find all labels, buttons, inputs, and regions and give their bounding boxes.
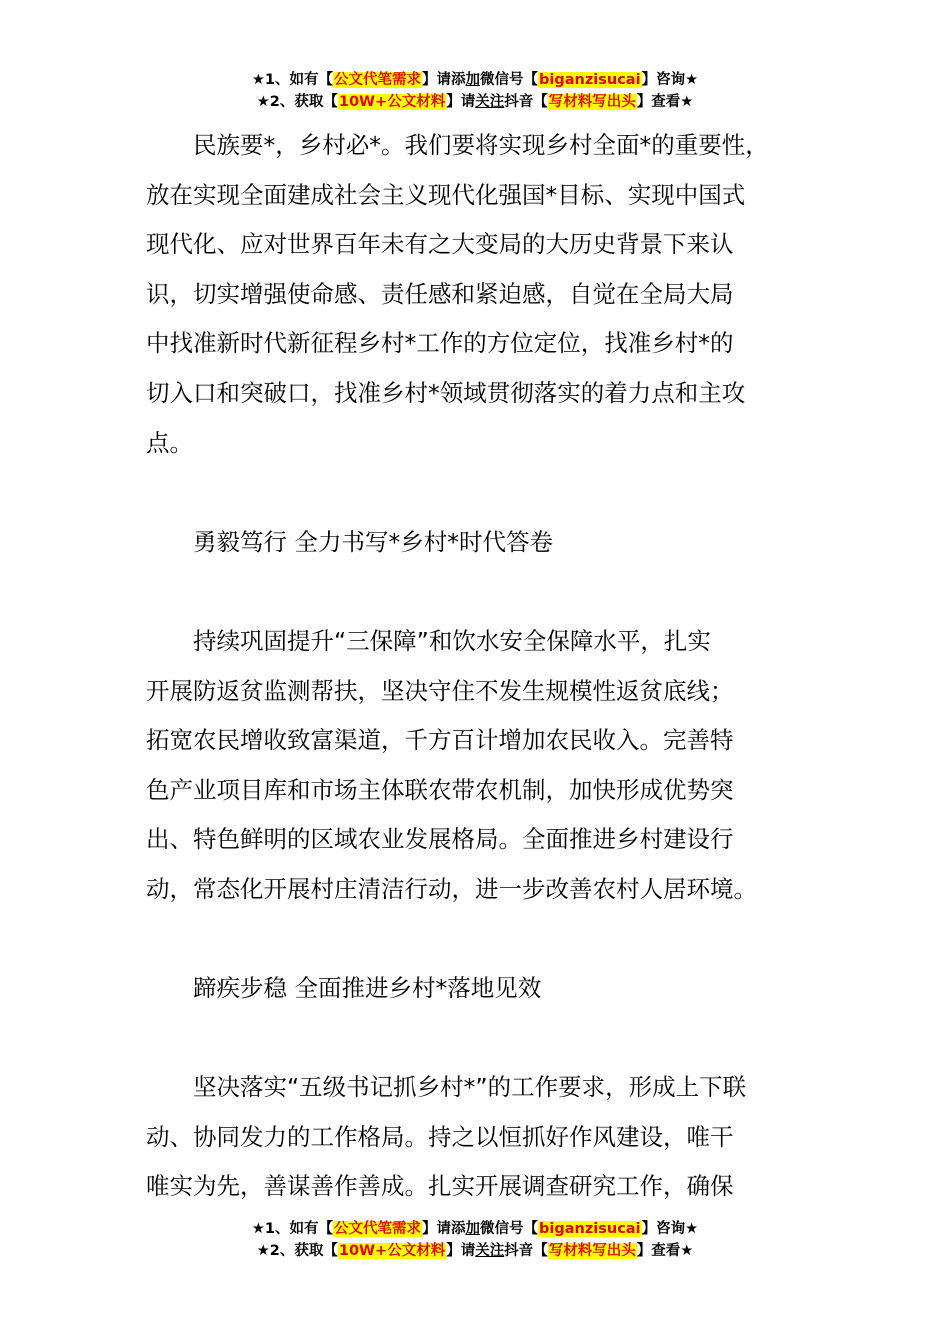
paragraph-line: 切入口和突破口，找准乡村*领域贯彻落实的着力点和主攻 <box>146 378 746 407</box>
paragraph-line: 拓宽农民增收致富渠道，千方百计增加农民收入。完善特 <box>146 726 734 755</box>
section-heading-1: 勇毅笃行 全力书写*乡村*时代答卷 <box>193 527 553 556</box>
banner-line-2: ★2、获取【10W+公文材料】请关注抖音【写材料写出头】查看★ <box>256 94 694 110</box>
paragraph-line: 持续巩固提升“三保障”和饮水安全保障水平，扎实 <box>193 626 711 655</box>
paragraph-line: 民族要*，乡村必*。我们要将实现乡村全面*的重要性， <box>193 131 769 159</box>
paragraph-line: 色产业项目库和市场主体联农带农机制，加快形成优势突 <box>146 775 734 804</box>
paragraph-1 <box>146 121 836 468</box>
banner-line-1: ★1、如有【公文代笔需求】请添加微信号【biganzisucai】咨询★ <box>251 1221 699 1237</box>
highlight-materials: 10W+公文材料 <box>338 94 446 110</box>
paragraph-line: 识，切实增强使命感、责任感和紧迫感，自觉在全局大局 <box>146 279 734 308</box>
paragraph-line: 唯实为先，善谋善作善成。扎实开展调查研究工作，确保 <box>146 1172 734 1201</box>
paragraph-line: 点。 <box>146 428 193 457</box>
highlight-wechat-id: biganzisucai <box>539 72 641 88</box>
highlight-wechat-id: biganzisucai <box>539 1221 641 1237</box>
paragraph-line: 现代化、应对世界百年未有之大变局的大历史背景下来认 <box>146 230 734 259</box>
document-body <box>146 121 836 1212</box>
highlight-douyin-account: 写材料写出头 <box>548 94 636 110</box>
paragraph-line: 开展防返贫监测帮扶，坚决守住不发生规模性返贫底线； <box>146 676 734 705</box>
section-heading-2: 蹄疾步稳 全面推进乡村*落地见效 <box>193 974 542 1003</box>
top-banner <box>0 69 950 113</box>
paragraph-line: 动、协同发力的工作格局。持之以恒抓好作风建设，唯干 <box>146 1122 734 1151</box>
paragraph-2 <box>146 617 836 915</box>
banner-line-2: ★2、获取【10W+公文材料】请关注抖音【写材料写出头】查看★ <box>256 1243 694 1259</box>
highlight-douyin-account: 写材料写出头 <box>548 1243 636 1259</box>
bottom-banner <box>0 1218 950 1262</box>
highlight-materials: 10W+公文材料 <box>338 1243 446 1259</box>
paragraph-line: 出、特色鲜明的区域农业发展格局。全面推进乡村建设行 <box>146 825 734 854</box>
highlight-service: 公文代笔需求 <box>334 72 422 88</box>
paragraph-line: 动，常态化开展村庄清洁行动，进一步改善农村人居环境。 <box>146 874 757 903</box>
paragraph-line: 中找准新时代新征程乡村*工作的方位定位，找准乡村*的 <box>146 329 734 358</box>
highlight-service: 公文代笔需求 <box>334 1221 422 1237</box>
banner-line-1: ★1、如有【公文代笔需求】请添加微信号【biganzisucai】咨询★ <box>251 72 699 88</box>
paragraph-3 <box>146 1063 836 1212</box>
paragraph-line: 放在实现全面建成社会主义现代化强国*目标、实现中国式 <box>146 180 746 209</box>
paragraph-line: 坚决落实“五级书记抓乡村*”的工作要求，形成上下联 <box>193 1073 747 1102</box>
